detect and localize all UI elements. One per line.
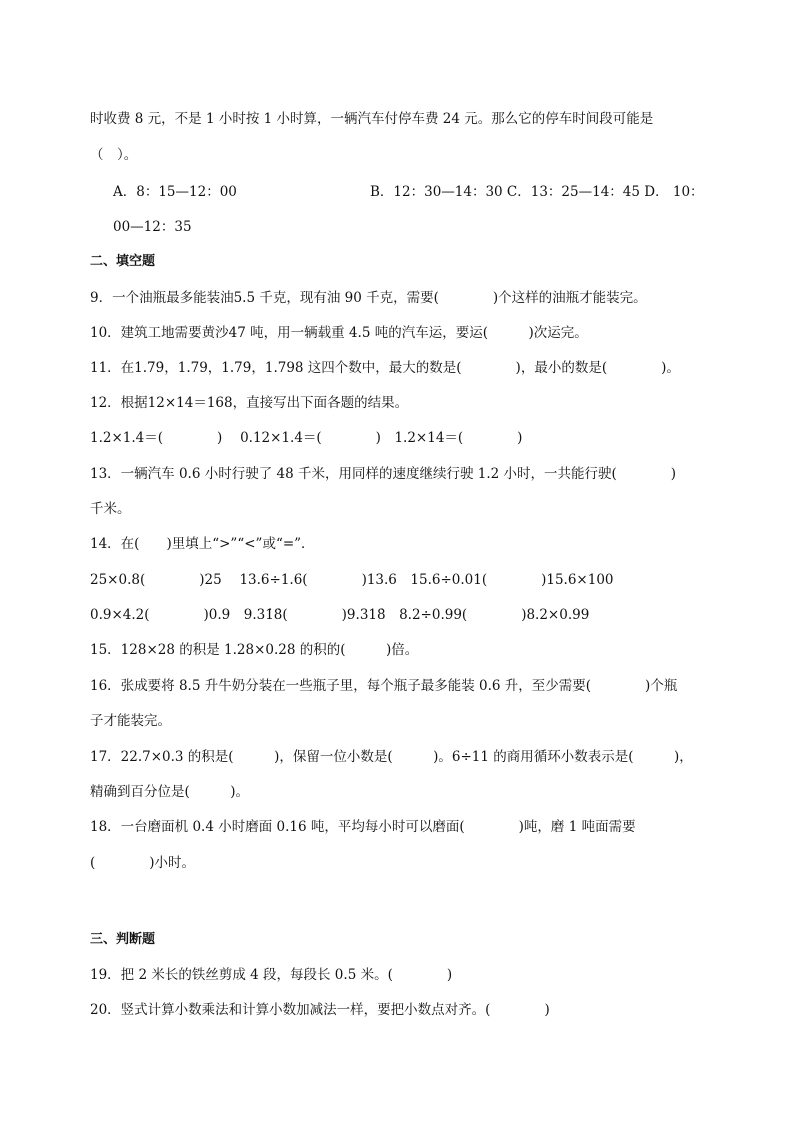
q8-option-d-continued: 00—12：35 [113, 219, 192, 235]
question-15: 15．128×28 的积是 1.28×0.28 的积的( )倍。 [90, 642, 419, 658]
question-19: 19．把 2 米长的铁丝剪成 4 段，每段长 0.5 米。( ) [90, 967, 453, 983]
question-14-row-1: 25×0.8( )25 13.6÷1.6( )13.6 15.6÷0.01( )15.6×100 [90, 572, 614, 588]
question-13-line-1: 13．一辆汽车 0.6 小时行驶了 48 千米，用同样的速度继续行驶 1.2 小时，一共能行驶( ) [90, 466, 677, 482]
question-18-line-1: 18．一台磨面机 0.4 小时磨面 0.16 吨，平均每小时可以磨面( )吨，磨 1 吨面需要 [90, 819, 636, 835]
section-heading-fill-in: 二、填空题 [90, 254, 156, 269]
question-10: 10．建筑工地需要黄沙47 吨，用一辆载重 4.5 吨的汽车运，要运( )次运完。 [90, 325, 588, 341]
question-16-line-1: 16．张成要将 8.5 升牛奶分装在一些瓶子里，每个瓶子最多能装 0.6 升，至少需要( )个瓶 [90, 678, 678, 694]
question-14-row-2: 0.9×4.2( )0.9 9.31̇8̇( )9.318̇ 8.2÷0.99( )8.2×0.99 [90, 607, 590, 623]
q8-text-line-1: 时收费 8 元，不是 1 小时按 1 小时算，一辆汽车付停车费 24 元。那么它的停车时间段可能是 [90, 111, 654, 127]
question-16-line-2: 子才能装完。 [90, 713, 171, 729]
question-9: 9．一个油瓶最多能装油5.5 千克，现有油 90 千克，需要( )个这样的油瓶才能装完。 [90, 290, 647, 306]
question-12: 12．根据12×14＝168，直接写出下面各题的结果。 [90, 395, 409, 411]
q8-options-bcd: B．12：30—14：30 C．13：25—14：45 D． 10： [370, 184, 704, 200]
question-11: 11．在1.7̇9̇，1.79，1.79̇，1.798 这四个数中，最大的数是( )，最小的数是( )。 [90, 360, 680, 376]
question-17-line-1: 17．22.7×0.3 的积是( )，保留一位小数是( )。6÷11 的商用循环小数表示是( )， [90, 749, 693, 765]
q8-text-line-2: （ ）。 [90, 147, 138, 163]
section-heading-true-false: 三、判断题 [90, 932, 156, 947]
question-14: 14．在( )里填上“>”“<”或“=”． [90, 536, 315, 552]
question-12-items: 1.2×1.4＝( ) 0.12×1.4＝( ) 1.2×14＝( ) [90, 430, 523, 446]
question-13-line-2: 千米。 [90, 501, 131, 517]
q8-option-a: A．8：15—12：00 [113, 184, 237, 200]
question-20: 20．竖式计算小数乘法和计算小数加减法一样，要把小数点对齐。( ) [90, 1002, 550, 1018]
question-18-line-2: ( )小时。 [90, 855, 196, 871]
question-17-line-2: 精确到百分位是( )。 [90, 784, 250, 800]
